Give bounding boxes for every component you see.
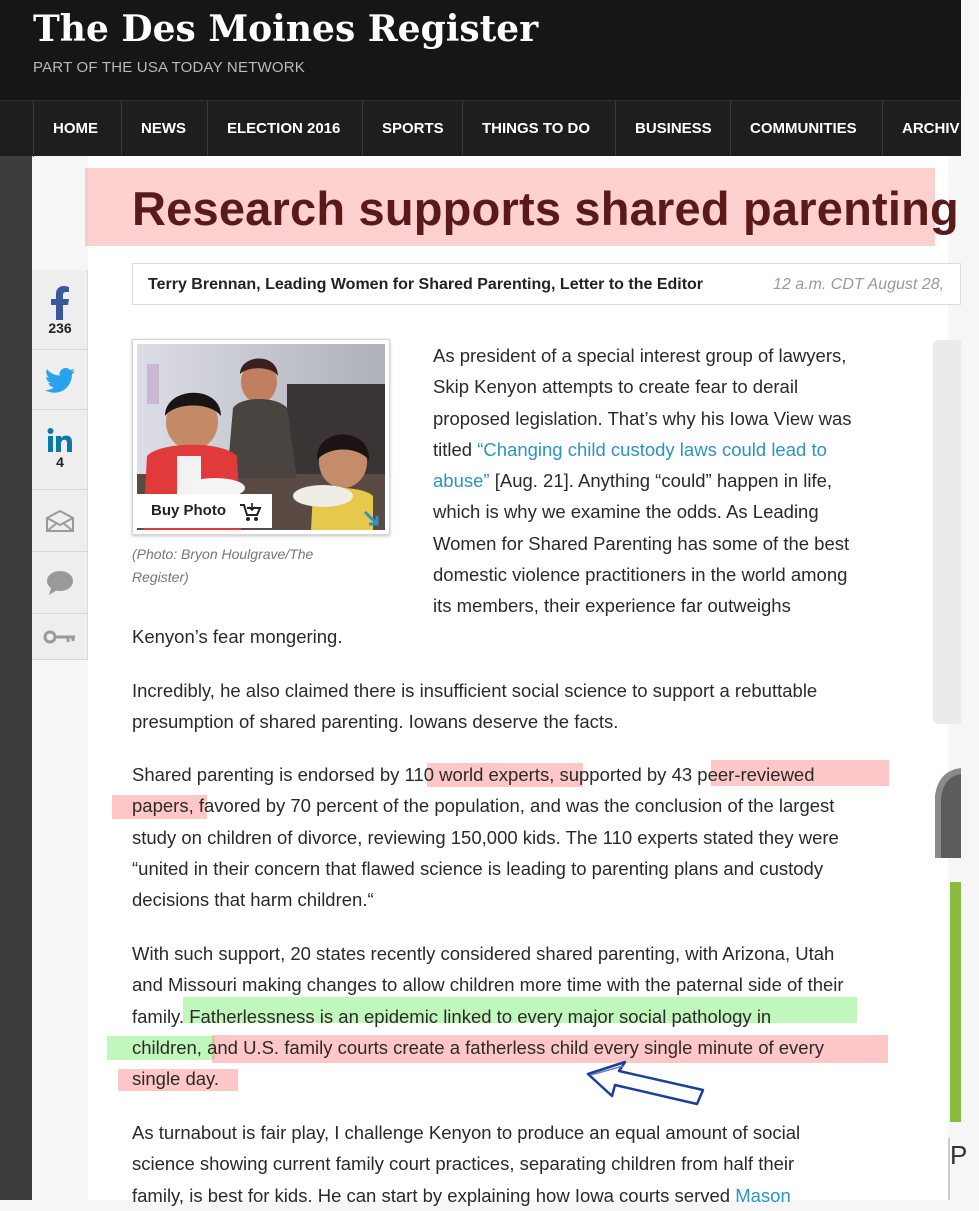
text-fragment: family, is best for kids. He can start by explaining how Iowa courts served xyxy=(132,1184,736,1206)
paragraph-1-tail xyxy=(132,621,922,652)
text-line: Kenyon’s fear mongering. xyxy=(132,626,343,647)
text-line: and Missouri making changes to allow children more time with the paternal side of their xyxy=(132,974,844,996)
paragraph-1 xyxy=(433,340,903,622)
text-line: its members, their experience far outweighs xyxy=(433,595,791,617)
byline: Terry Brennan, Leading Women for Shared Parenting, Letter to the Editor xyxy=(148,276,704,293)
nav-things-to-do[interactable]: THINGS TO DO xyxy=(462,101,609,157)
linkedin-share-button[interactable] xyxy=(32,410,88,490)
text-line: study on children of divorce, reviewing 150,000 kids. The 110 experts stated they were xyxy=(132,826,839,848)
email-share-button[interactable] xyxy=(32,490,88,552)
iowa-view-link[interactable]: abuse” xyxy=(433,470,490,492)
mason-link[interactable]: Mason xyxy=(735,1184,791,1206)
facebook-share-count: 236 xyxy=(48,320,72,336)
comment-button[interactable] xyxy=(32,552,88,614)
facebook-icon xyxy=(50,286,70,320)
text-line: which is why we examine the odds. As Leading xyxy=(433,501,819,523)
text-line: Skip Kenyon attempts to create fear to derail xyxy=(433,376,799,398)
nav-election-2016[interactable]: ELECTION 2016 xyxy=(207,101,359,157)
text-line: science showing current family court practices, separating children from half their xyxy=(132,1153,795,1175)
text-line: With such support, 20 states recently considered shared parenting, with Arizona, Utah xyxy=(132,943,835,964)
facebook-share-button[interactable] xyxy=(32,270,88,350)
text-line: decisions that harm children.“ xyxy=(132,889,374,911)
text-line: proposed legislation. That’s why his Iowa View was xyxy=(433,407,852,429)
text-line: domestic violence practitioners in the world among xyxy=(433,564,848,586)
cart-icon xyxy=(239,502,261,522)
right-rail-ad[interactable] xyxy=(950,882,961,1122)
share-rail xyxy=(32,270,88,660)
annotation-arrow-icon xyxy=(585,1060,710,1112)
subscriber-key-button[interactable] xyxy=(32,614,88,660)
text-line: children, and U.S. family courts create a fatherless child every single minute of every xyxy=(132,1036,825,1058)
nav-home[interactable]: HOME xyxy=(33,101,117,157)
text-line: As president of a special interest group of lawyers, xyxy=(433,345,847,366)
right-rail-heading: P xyxy=(950,1140,968,1170)
network-tagline: PART OF THE USA TODAY NETWORK xyxy=(33,59,305,76)
twitter-share-button[interactable] xyxy=(32,350,88,410)
key-icon xyxy=(44,630,76,644)
right-rail-panel xyxy=(933,340,961,724)
text-fragment: [Aug. 21]. Anything “could” happen in life, xyxy=(489,470,833,492)
text-fragment: titled xyxy=(433,438,478,460)
nav-communities[interactable]: COMMUNITIES xyxy=(730,101,876,157)
nav-archives[interactable]: ARCHIV xyxy=(882,101,979,157)
article-headline: Research supports shared parenting xyxy=(132,182,959,235)
photo-caption xyxy=(132,543,382,589)
paragraph-5 xyxy=(132,1117,922,1211)
text-line: Shared parenting is endorsed by 110 world experts, supported by 43 peer-reviewed xyxy=(132,764,815,785)
paragraph-2 xyxy=(132,675,922,738)
paragraph-3 xyxy=(132,759,922,915)
right-rail-graphic xyxy=(933,768,961,858)
masthead xyxy=(0,0,961,100)
linkedin-share-count: 4 xyxy=(56,454,64,470)
left-gutter xyxy=(0,156,32,1200)
comment-icon xyxy=(46,570,74,596)
buy-photo-button[interactable] xyxy=(136,494,272,528)
paragraph-4 xyxy=(132,938,922,1094)
dateline: 12 a.m. CDT August 28, xyxy=(773,276,945,293)
buy-photo-label: Buy Photo xyxy=(151,502,226,519)
expand-photo-icon[interactable] xyxy=(360,508,384,530)
nav-news[interactable]: NEWS xyxy=(121,101,205,157)
text-line: papers, favored by 70 percent of the population, and was the conclusion of the largest xyxy=(132,795,835,817)
caption-line: Register) xyxy=(132,569,189,585)
byline-bar xyxy=(132,263,961,305)
caption-line: (Photo: Bryon Houlgrave/The xyxy=(132,546,314,562)
linkedin-icon xyxy=(47,428,73,452)
iowa-view-link[interactable]: “Changing child custody laws could lead to xyxy=(477,438,827,460)
twitter-icon xyxy=(45,368,75,394)
email-icon xyxy=(46,510,74,532)
text-line: Women for Shared Parenting has some of the best xyxy=(433,532,850,554)
text-line: single day. xyxy=(132,1068,220,1090)
site-logo[interactable]: The Des Moines Register xyxy=(33,8,539,50)
nav-sports[interactable]: SPORTS xyxy=(362,101,463,157)
nav-business[interactable]: BUSINESS xyxy=(615,101,731,157)
main-nav xyxy=(0,100,961,156)
text-line: Incredibly, he also claimed there is insufficient social science to support a rebuttable xyxy=(132,680,818,701)
text-line: “united in their concern that flawed science is leading to parenting plans and custody xyxy=(132,857,824,879)
text-line: presumption of shared parenting. Iowans deserve the facts. xyxy=(132,711,619,733)
text-line: As turnabout is fair play, I challenge Kenyon to produce an equal amount of social xyxy=(132,1122,801,1143)
text-line: family. Fatherlessness is an epidemic linked to every major social pathology in xyxy=(132,1005,772,1027)
